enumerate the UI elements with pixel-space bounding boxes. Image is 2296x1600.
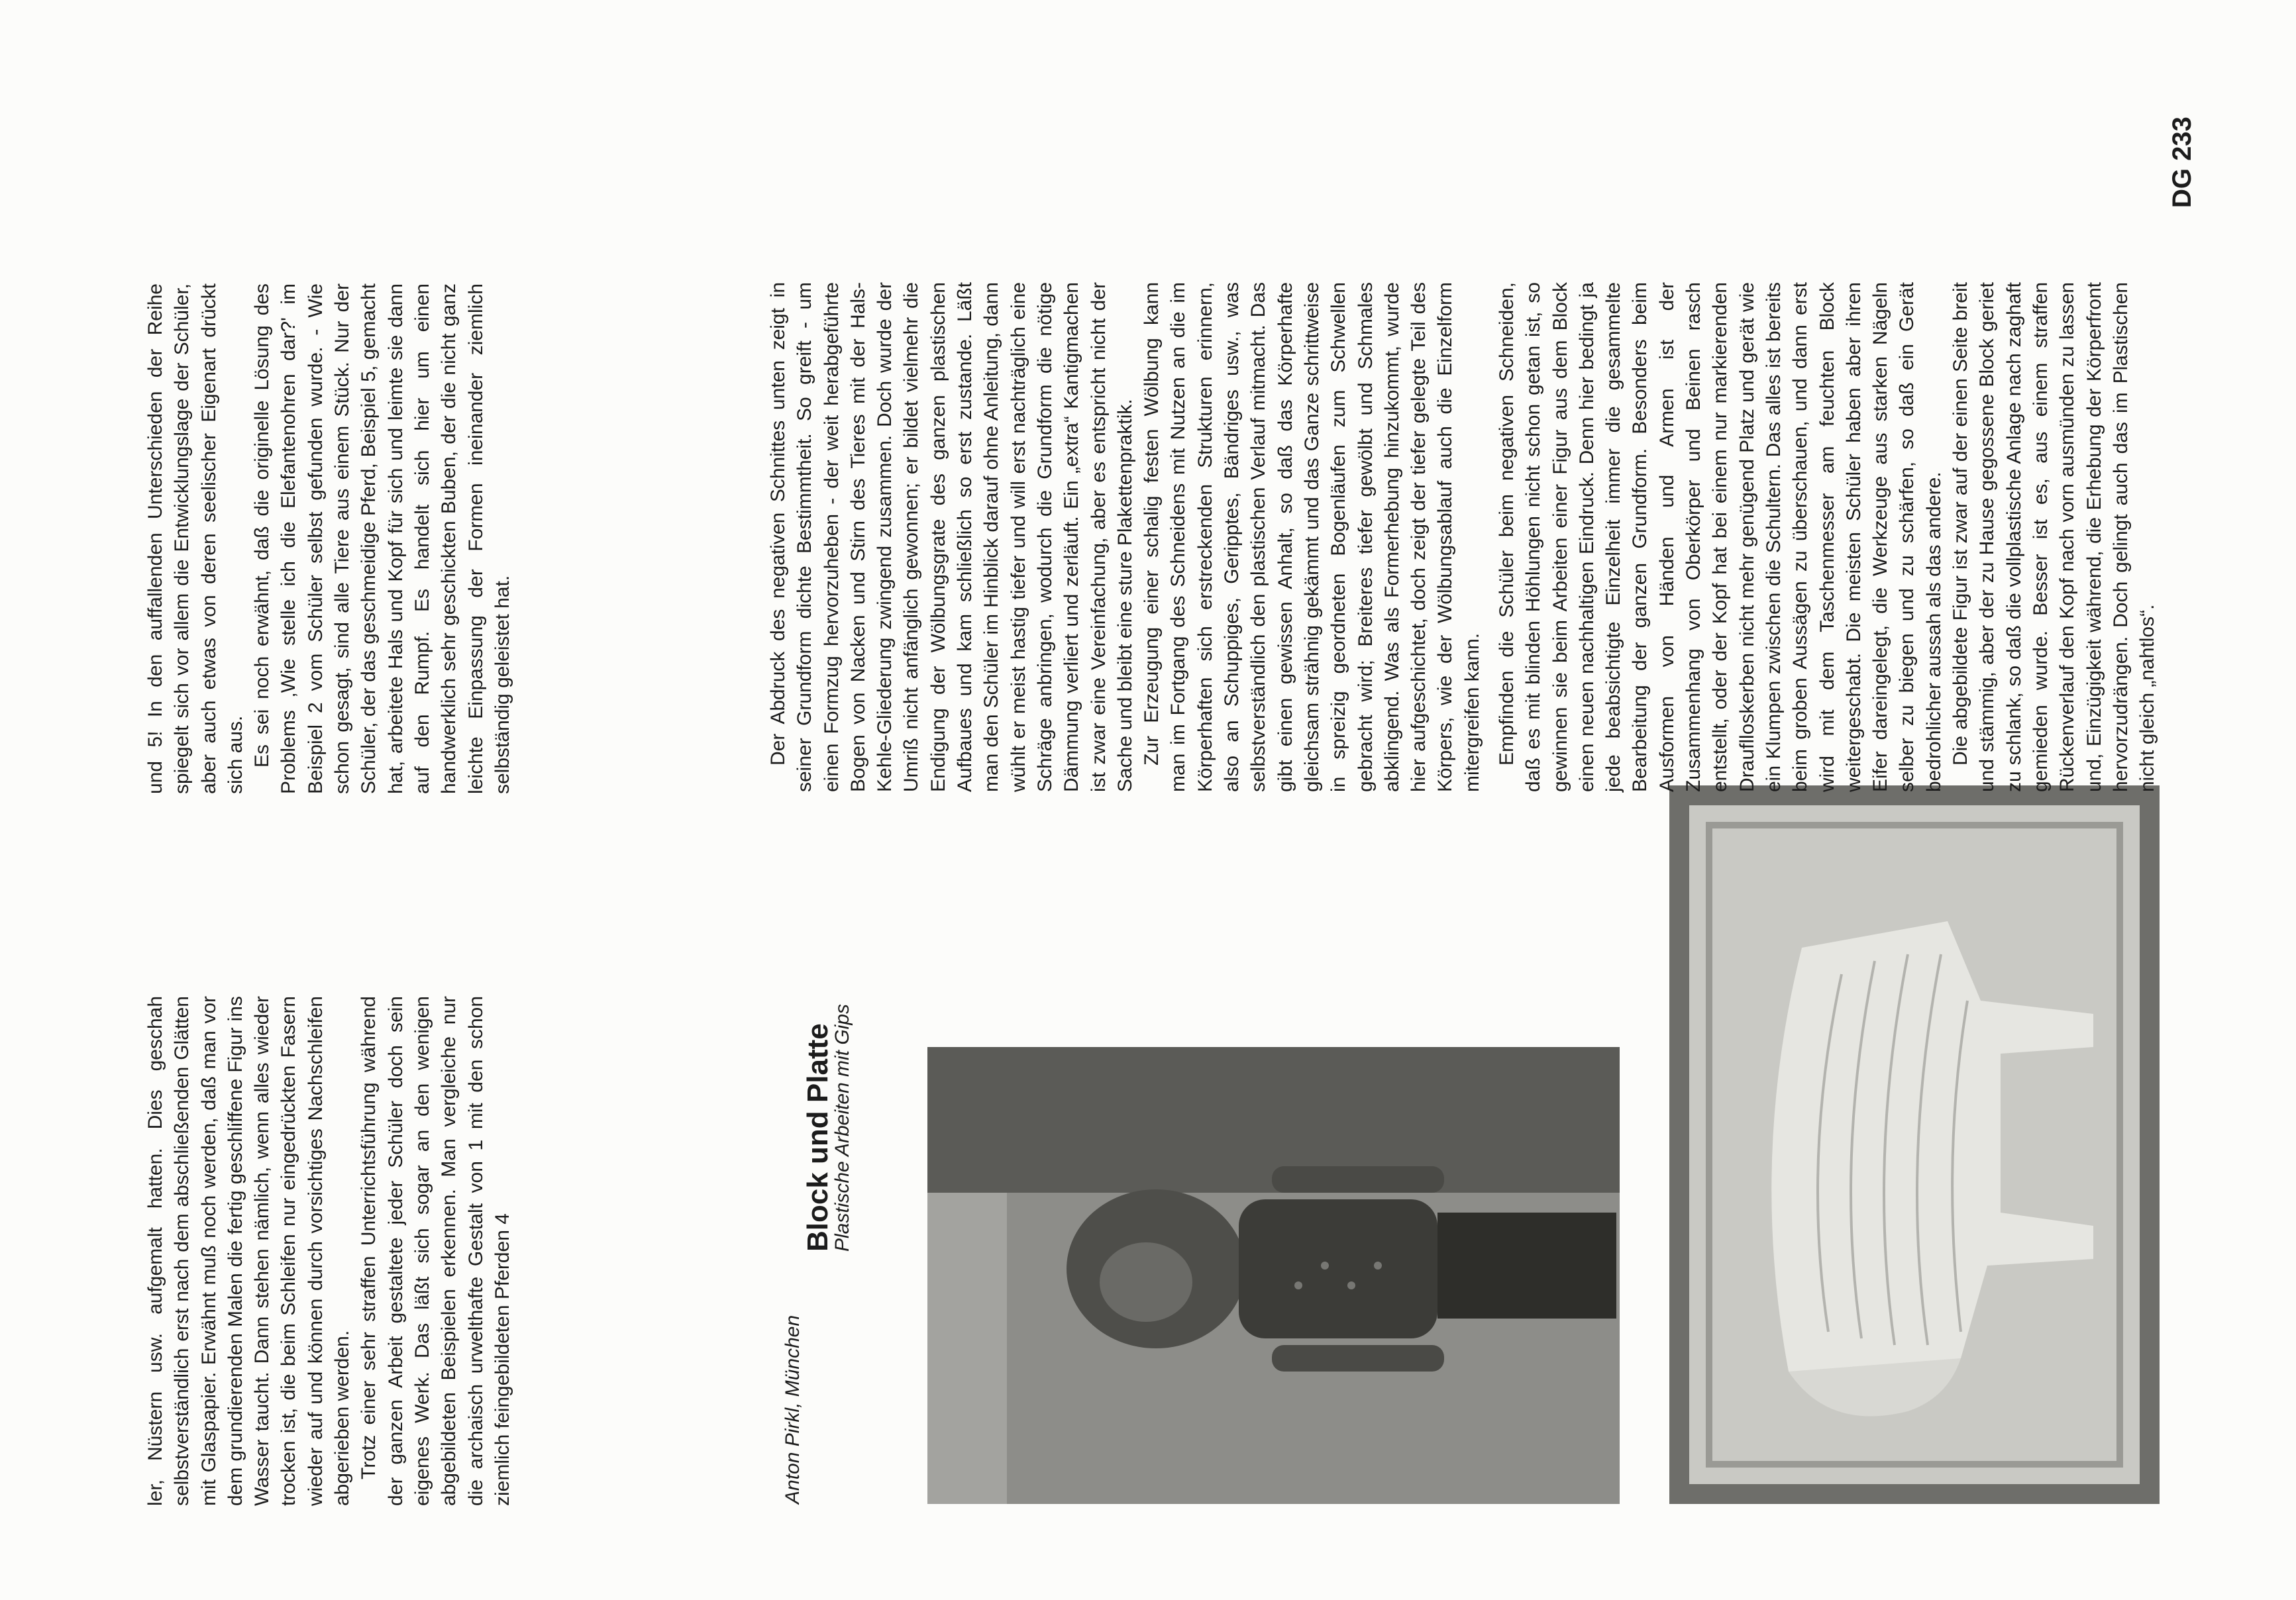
text-column-2	[142, 283, 516, 794]
animal-relief-image	[1669, 785, 2160, 1504]
article-subtitle: Plastische Arbeiten mit Gips	[831, 1003, 853, 1252]
carved-figure-photo	[927, 1047, 1620, 1504]
page-number: DG 233	[2167, 117, 2197, 208]
text-column-4	[1494, 282, 2161, 792]
carved-figure-image	[927, 1047, 1620, 1504]
animal-relief-photo	[1669, 785, 2160, 1504]
paragraph: Es sei noch erwähnt, daß die originelle Lösung des Problems ‚Wie stelle ich die Elefantenohren dar?' im Beispiel 2 vom Schüler selbst gefunden wurde. - Wie schon gesagt, sind alle Tiere aus einem Stück. Nur der Schüler, der das geschmeidige Pferd, Beispiel 5, gemacht hat, arbeitete Hals und Kopf für sich und leimte sie dann auf den Rumpf. Es handelt sich hier um einen handwerklich sehr geschickten Buben, der die nicht ganz leichte Einpassung der Formen ineinander ziemlich selbständig geleistet hat.	[251, 283, 513, 794]
article-title: Block und Platte	[802, 1023, 834, 1252]
paragraph: Empfinden die Schüler beim negativen Schneiden, daß es mit blinden Höhlungen nicht schon getan ist, so gewinnen sie beim Arbeiten einer Figur aus dem Block einen neuen nachhaltigen Eindruck. Denn hier bedingt ja jede beabsichtigte Einzelheit immer die gesammelte Bearbeitung der ganzen Grundform. Besonders beim Ausformen von Händen und Armen ist der Zusammenhang von Oberkörper und Beinen rasch entstellt, oder der Kopf hat bei einem nur markierenden Drauflloskerben nicht mehr genügend Platz und gerät wie ein Klumpen zwischen die Schultern. Das alles ist bereits beim groben Aussägen zu überschauen, und dann erst wird mit dem Taschenmesser am feuchten Block weitergeschabt. Die meisten Schüler haben aber ihren Eifer dareingelegt, die Werkzeuge aus starken Nägeln selber zu biegen und zu schärfen, so daß ein Gerät bedrohlicher aussah als das andere.	[1496, 282, 1945, 792]
text-column-3	[765, 282, 1486, 792]
paragraph: Trotz einer sehr straffen Unterrichtsführung während der ganzen Arbeit gestaltete jeder Schüler doch sein eigenes Werk. Das läßt sich sogar an den wenigen abgebildeten Beispielen erkennen. Man vergleiche nur die archaisch urwelthafte Gestalt von 1 mit den schon ziemlich feingebildeten Pferden 4	[358, 996, 513, 1506]
paragraph: Der Abdruck des negativen Schnittes unten zeigt in seiner Grundform dichte Bestimmtheit. So greift - um einen Formzug hervorzuheben - der weit herabgeführte Bogen von Nacken und Stirn des Tieres mit der Hals-Kehle-Gliederung zwingend zusammen. Doch wurde der Umriß nicht anfänglich gewonnen; er bildet vielmehr die Endigung der Wölbungsgrate des ganzen plastischen Aufbaues und kam schließlich so erst zustande. Läßt man den Schüler im Hinblick darauf ohne Anleitung, dann wühlt er meist hastig tiefer und will erst nachträglich eine Schräge anbringen, wodurch die Grundform die nötige Dämmung verliert und zerläuft. Ein „extra“ Kantigmachen ist zwar eine Vereinfachung, aber es entspricht nicht der Sache und bleibt eine sture Plakettenpraktik.	[767, 282, 1136, 792]
paragraph: Zur Erzeugung einer schalig festen Wölbung kann man im Fortgang des Schneidens mit Nutzen an die im Körperhaften sich erstreckenden Strukturen erinnern, also an Schuppiges, Geripptes, Bändriges usw., was selbstverständlich den plastischen Verlauf mitmacht. Das gibt einen gewissen Anhalt, so daß das Körperhafte gleichsam strähnig gekämmt und das Ganze schrittweise in spreizig geordneten Bogenläufen zum Schwellen gebracht wird; Breiteres tiefer gewölbt und Schmales abklingend. Was als Formerhebung hinzukommt, wurde hier aufgeschichtet, doch zeigt der tiefer gelegte Teil des Körpers, wie der Wölbungsablauf auch die Einzelform mitergreifen kann.	[1141, 282, 1483, 792]
text-column-1	[142, 996, 516, 1506]
paragraph: Die abgebildete Figur ist zwar auf der einen Seite breit und stämmig, aber der zu Hause gegossene Block geriet zu schlank, so daß die vollplastische Anlage nach zaghaft gemieden wurde. Besser ist es, aus einem straffen Rückenverlauf den Kopf nach vorn ausmünden zu lassen und, Einzügigkeit während, die Erhebung der Körperfront hervorzudrängen. Doch gelingt auch das im Plastischen nicht gleich „nahtlos“.	[1950, 282, 2159, 792]
paragraph: und 5! In den auffallenden Unterschieden der Reihe spiegelt sich vor allem die Entwicklungslage der Schüler, aber auch etwas von deren seelischer Eigenart drückt sich aus.	[144, 283, 246, 794]
paragraph: ler, Nüstern usw. aufgemalt hatten. Dies geschah selbstverständlich erst nach dem abschließenden Glätten mit Glaspapier. Erwähnt muß noch werden, daß man vor dem grundierenden Malen die fertig geschliffene Figur ins Wasser taucht. Dann stehen nämlich, wenn alles wieder trocken ist, die beim Schleifen nur eingedrückten Fasern wieder auf und können durch vorsichtiges Nachschleifen abgerieben werden.	[144, 996, 354, 1506]
article-author: Anton Pirkl, München	[782, 1315, 804, 1504]
